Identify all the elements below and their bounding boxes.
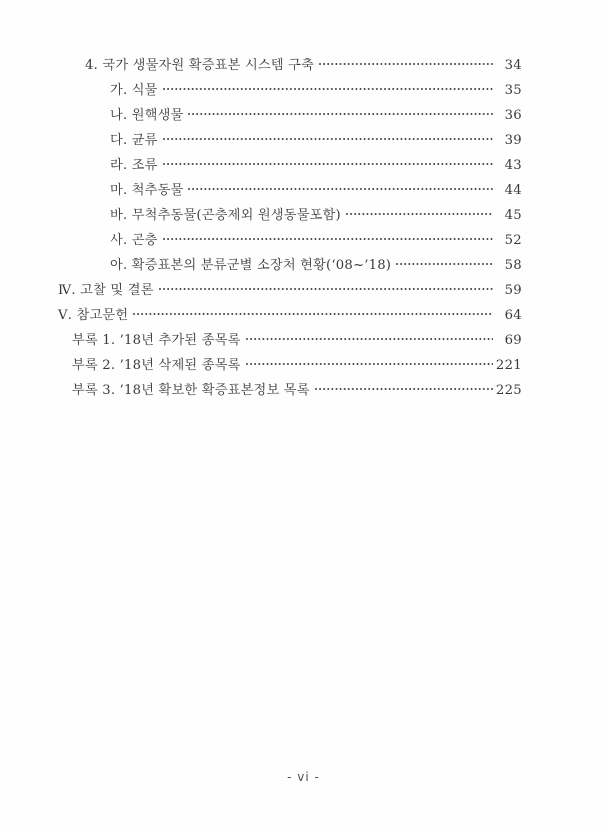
toc-entry[interactable] (0, 278, 607, 303)
toc-entry[interactable] (0, 128, 607, 153)
toc-entry-label: 가. 식물 (110, 83, 158, 98)
toc-entry[interactable] (0, 178, 607, 203)
toc-entry[interactable] (0, 253, 607, 278)
toc-dot-leader (396, 256, 493, 269)
toc-entry-page-number: 39 (504, 133, 522, 148)
toc-entry[interactable] (0, 353, 607, 378)
toc-entry-label: 부록 3. ’18년 확보한 확증표본정보 목록 (72, 383, 310, 398)
toc-entry-label: 부록 1. ’18년 추가된 종목록 (72, 333, 241, 348)
toc-dot-leader (188, 106, 493, 119)
table-of-contents (0, 53, 607, 403)
toc-entry[interactable] (0, 153, 607, 178)
toc-entry-page-number: 58 (504, 258, 522, 273)
toc-entry-page-number: 35 (504, 83, 522, 98)
toc-entry[interactable] (0, 53, 607, 78)
toc-entry-page-number: 44 (504, 183, 522, 198)
toc-entry-label: 마. 척추동물 (110, 183, 184, 198)
toc-entry-page-number: 36 (504, 108, 522, 123)
toc-entry-page-number: 225 (495, 383, 522, 398)
toc-dot-leader (159, 281, 493, 294)
toc-dot-leader (346, 206, 493, 219)
toc-entry-page-number: 43 (504, 158, 522, 173)
toc-entry-page-number: 221 (495, 358, 522, 373)
toc-dot-leader (133, 306, 493, 319)
toc-entry-page-number: 59 (504, 283, 522, 298)
toc-entry-page-number: 34 (504, 58, 522, 73)
toc-entry-label: 바. 무척추동물(곤충제외 원생동물포함) (110, 208, 341, 223)
toc-entry-page-number: 45 (504, 208, 522, 223)
toc-dot-leader (319, 56, 493, 69)
toc-entry[interactable] (0, 203, 607, 228)
toc-dot-leader (163, 131, 493, 144)
toc-dot-leader (246, 356, 493, 369)
toc-entry-label: Ⅳ. 고찰 및 결론 (58, 283, 154, 298)
toc-entry-label: 부록 2. ’18년 삭제된 종목록 (72, 358, 241, 373)
toc-dot-leader (246, 331, 493, 344)
toc-entry-page-number: 64 (504, 308, 522, 323)
toc-dot-leader (163, 81, 493, 94)
toc-entry-label: 4. 국가 생물자원 확증표본 시스템 구축 (85, 58, 315, 73)
toc-entry[interactable] (0, 103, 607, 128)
toc-entry-label: 다. 균류 (110, 133, 158, 148)
toc-entry-label: Ⅴ. 참고문헌 (58, 308, 129, 323)
toc-dot-leader (163, 156, 493, 169)
toc-entry-label: 라. 조류 (110, 158, 158, 173)
toc-entry-page-number: 52 (504, 233, 522, 248)
toc-entry[interactable] (0, 228, 607, 253)
toc-dot-leader (163, 231, 493, 244)
toc-entry-label: 나. 원핵생물 (110, 108, 184, 123)
toc-entry-page-number: 69 (504, 333, 522, 348)
toc-dot-leader (188, 181, 493, 194)
toc-entry[interactable] (0, 303, 607, 328)
page-number-footer: - vi - (287, 770, 320, 784)
toc-entry-label: 사. 곤충 (110, 233, 158, 248)
toc-entry[interactable] (0, 78, 607, 103)
toc-entry[interactable] (0, 378, 607, 403)
toc-entry[interactable] (0, 328, 607, 353)
toc-entry-label: 아. 확증표본의 분류군별 소장처 현황(‘08~’18) (110, 258, 392, 273)
toc-dot-leader (315, 381, 493, 394)
